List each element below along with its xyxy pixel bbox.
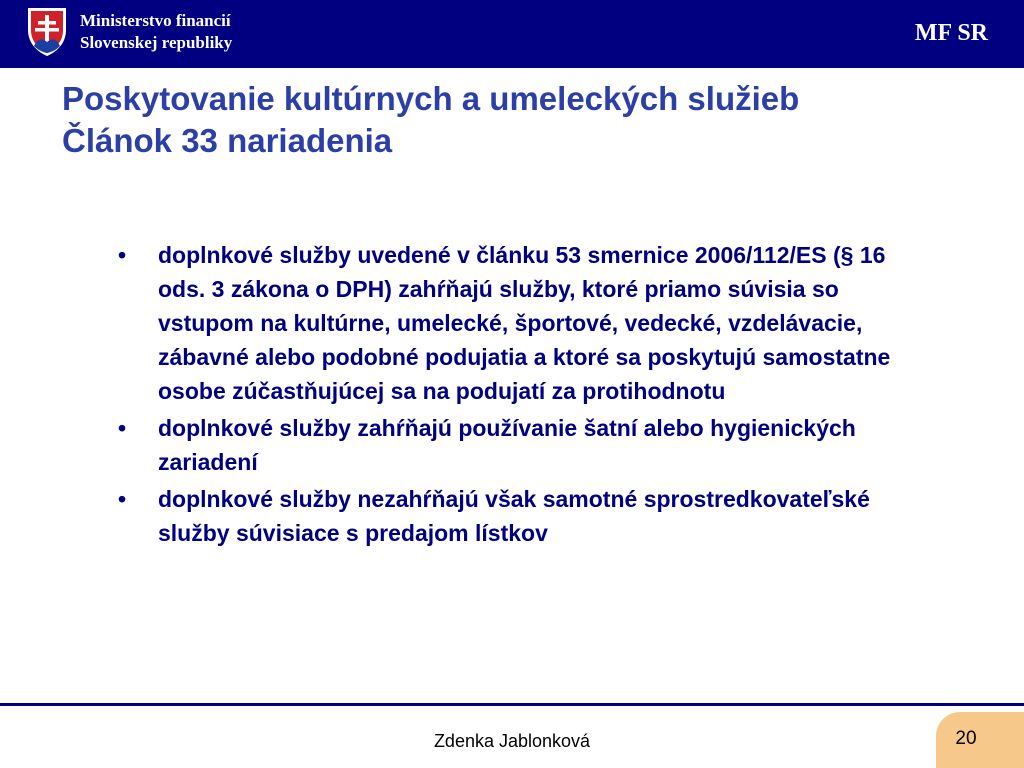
footer-author: Zdenka Jablonková [433, 731, 591, 751]
slovak-coat-of-arms-icon [26, 6, 68, 58]
header-bar [0, 0, 1024, 68]
bullet-text: doplnkové služby zahŕňajú používanie šatní alebo hygienických zariadení [158, 415, 856, 475]
bullet-item [118, 238, 938, 408]
bullet-text: doplnkové služby nezahŕňajú však samotné sprostredkovateľské služby súvisiace s predajom lístkov [158, 486, 870, 546]
ministry-name [80, 10, 232, 54]
page-number-box [936, 712, 1024, 768]
bullet-marker: • [118, 415, 127, 441]
bullet-item [118, 411, 938, 479]
bullet-text: doplnkové služby uvedené v článku 53 smernice 2006/112/ES (§ 16 ods. 3 zákona o DPH) zahŕňajú služby, ktoré priamo súvisia so vstupom na kultúrne, umelecké, športové, vedecké, vzdelávacie, zábavné alebo podobné podujatia a ktoré sa poskytujú samostatne osobe zúčastňujúcej sa na podujatí za protihodnotu [158, 242, 891, 404]
page-number: 20 [955, 728, 977, 749]
slide-title [62, 78, 799, 162]
bullet-item [118, 482, 938, 550]
bullet-list [118, 238, 938, 553]
bullet-marker: • [118, 486, 127, 512]
slide-title-line-1: Poskytovanie kultúrnych a umeleckých služieb [62, 80, 800, 117]
slide-title-line-2: Článok 33 nariadenia [62, 122, 393, 159]
ministry-line-1: Ministerstvo financií [80, 11, 231, 30]
bullet-marker: • [118, 242, 127, 268]
ministry-line-2: Slovenskej republiky [80, 33, 233, 52]
ministry-abbreviation: MF SR [914, 20, 988, 46]
footer-divider [0, 703, 1024, 706]
